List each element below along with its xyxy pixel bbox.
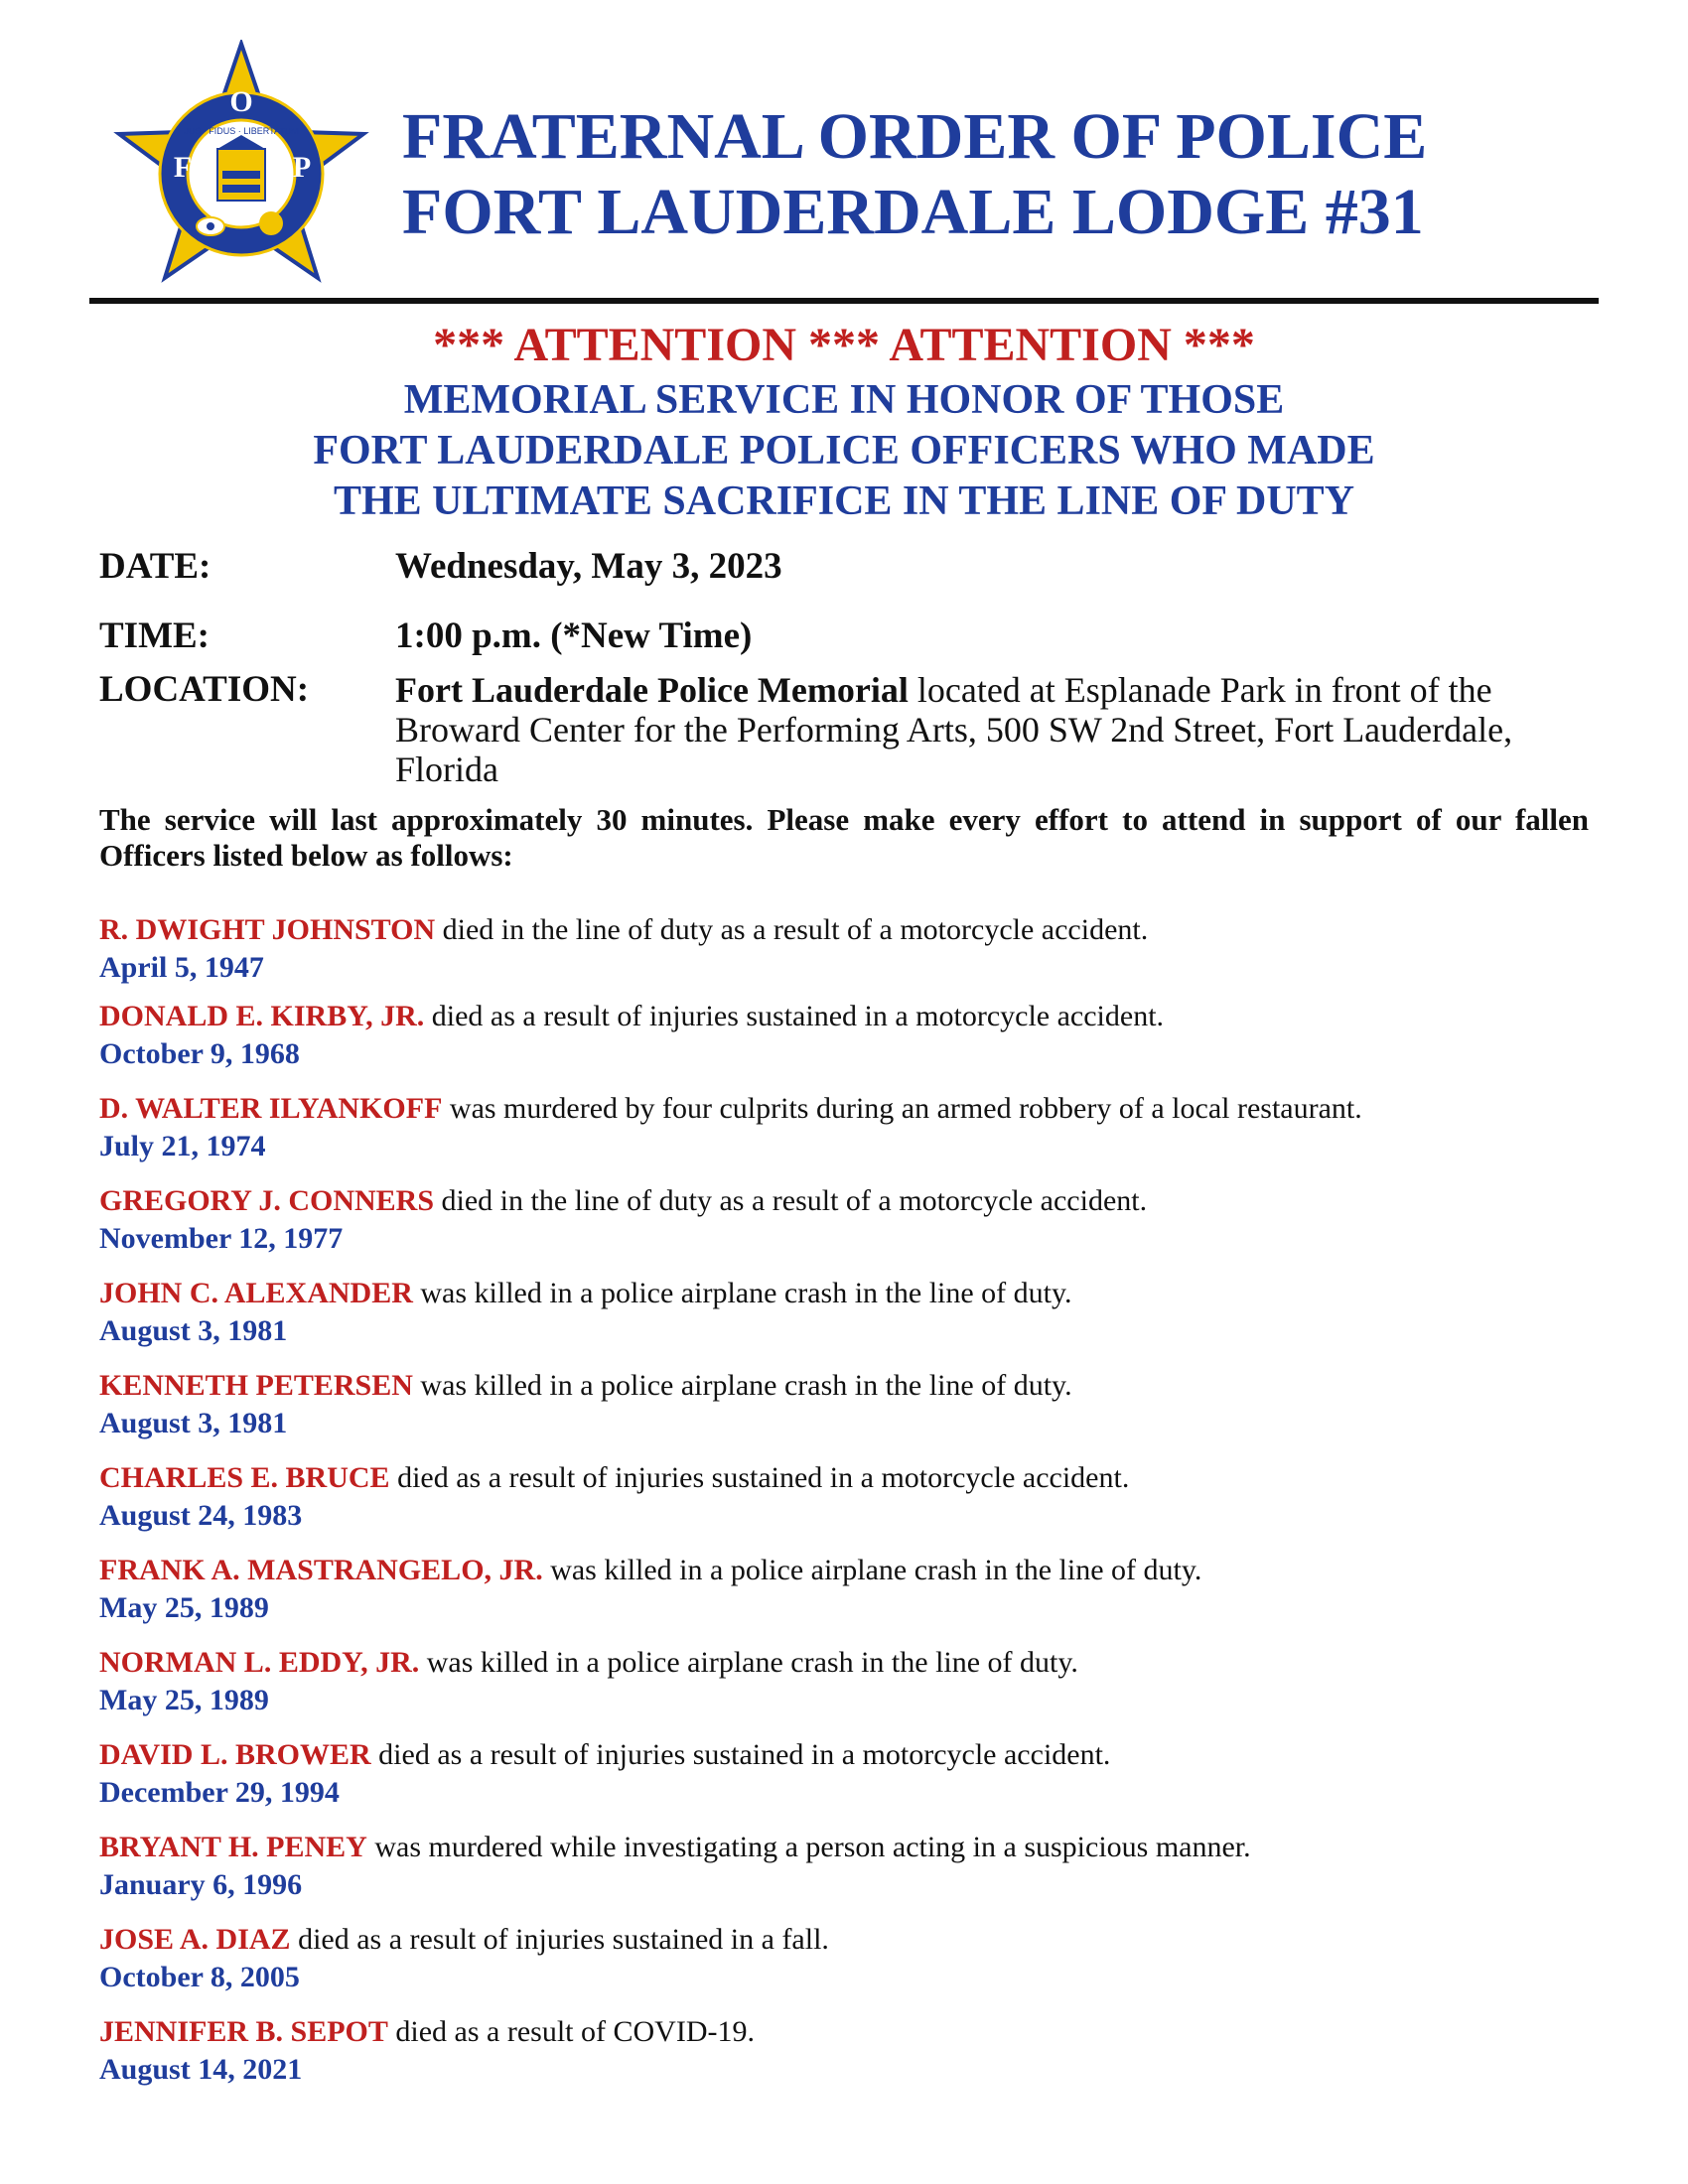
officer-date: January 6, 1996 — [99, 1868, 303, 1901]
officer-name: BRYANT H. PENEY — [99, 1831, 367, 1863]
officer-description: was murdered while investigating a person acting in a suspicious manner. — [366, 1831, 1251, 1863]
officer-description: died as a result of injuries sustained in a motorcycle accident. — [370, 1738, 1111, 1771]
officer-date: October 9, 1968 — [99, 1037, 300, 1070]
officer-date: August 3, 1981 — [99, 1407, 288, 1439]
header-divider — [89, 298, 1599, 304]
location-value — [395, 670, 1599, 789]
officer-description: was killed in a police airplane crash in the line of duty. — [419, 1646, 1078, 1679]
officer-date: July 21, 1974 — [99, 1130, 266, 1162]
officer-name: JOSE A. DIAZ — [99, 1923, 291, 1956]
officer-name: JENNIFER B. SEPOT — [99, 2015, 388, 2048]
time-value: 1:00 p.m. (*New Time) — [395, 615, 753, 656]
officer-entry — [99, 1459, 1599, 1552]
officer-entry — [99, 1921, 1599, 2013]
officer-entry — [99, 1275, 1599, 1367]
event-details — [99, 541, 1599, 789]
org-title-line-1: FRATERNAL ORDER OF POLICE — [402, 100, 1428, 173]
officer-name: R. DWIGHT JOHNSTON — [99, 913, 436, 946]
officer-date: November 12, 1977 — [99, 1222, 344, 1255]
officer-name: FRANK A. MASTRANGELO, JR. — [99, 1554, 543, 1586]
officer-date: August 3, 1981 — [99, 1314, 288, 1347]
date-row — [99, 541, 1599, 611]
officer-entry — [99, 1644, 1599, 1736]
time-row — [99, 611, 1599, 670]
officer-entry — [99, 998, 1599, 1090]
location-row — [99, 670, 1599, 789]
officer-description: died as a result of injuries sustained in a motorcycle accident. — [389, 1461, 1130, 1494]
officer-description: died as a result of COVID-19. — [387, 2015, 755, 2048]
logo-letter-f: F — [173, 151, 193, 184]
date-label: DATE: — [99, 546, 211, 587]
officer-date: August 24, 1983 — [99, 1499, 303, 1532]
officer-date: October 8, 2005 — [99, 1961, 300, 1993]
officer-description: was killed in a police airplane crash in the line of duty. — [412, 1369, 1072, 1402]
officer-name: CHARLES E. BRUCE — [99, 1461, 390, 1494]
officer-entry — [99, 1367, 1599, 1459]
officer-name: DONALD E. KIRBY, JR. — [99, 1000, 425, 1032]
memorial-heading-line-3: THE ULTIMATE SACRIFICE IN THE LINE OF DUTY — [333, 478, 1355, 524]
officer-entry — [99, 1829, 1599, 1921]
officer-name: D. WALTER ILYANKOFF — [99, 1092, 443, 1125]
logo-letter-p: P — [292, 151, 312, 184]
officer-entry — [99, 911, 1599, 998]
officer-name: NORMAN L. EDDY, JR. — [99, 1646, 420, 1679]
officer-entry — [99, 1182, 1599, 1275]
attention-banner: *** ATTENTION *** ATTENTION *** — [433, 319, 1255, 371]
org-title-line-2: FORT LAUDERDALE LODGE #31 — [402, 176, 1424, 248]
location-address: located at Esplanade Park in front of the Broward Center for the Performing Arts, 500 SW 2nd Street, Fort Lauderdale, Florida — [395, 670, 1513, 789]
memorial-heading — [0, 375, 1688, 527]
logo-motto: JUS · FIDUS · LIBERTATUM — [184, 126, 299, 136]
logo-letter-o: O — [229, 85, 253, 118]
fop-star-logo-icon — [107, 40, 375, 303]
officer-name: JOHN C. ALEXANDER — [99, 1277, 413, 1309]
organization-title — [402, 99, 1574, 250]
officer-description: died in the line of duty as a result of a motorcycle accident. — [434, 1184, 1148, 1217]
officer-entry — [99, 2013, 1599, 2106]
officer-description: died as a result of injuries sustained in a motorcycle accident. — [424, 1000, 1165, 1032]
location-label: LOCATION: — [99, 669, 310, 710]
officer-entry — [99, 1090, 1599, 1182]
fallen-officers-list — [99, 911, 1599, 2106]
officer-date: August 14, 2021 — [99, 2053, 303, 2086]
memorial-heading-line-1: MEMORIAL SERVICE IN HONOR OF THOSE — [403, 377, 1285, 423]
officer-name: GREGORY J. CONNERS — [99, 1184, 435, 1217]
officer-date: May 25, 1989 — [99, 1684, 269, 1716]
officer-description: was killed in a police airplane crash in the line of duty. — [412, 1277, 1072, 1309]
officer-description: died in the line of duty as a result of a motorcycle accident. — [435, 913, 1149, 946]
officer-entry — [99, 1552, 1599, 1644]
time-label: TIME: — [99, 615, 210, 656]
officer-description: was murdered by four culprits during an armed robbery of a local restaurant. — [442, 1092, 1362, 1125]
service-note: The service will last approximately 30 minutes. Please make every effort to attend in support of our fallen Officers listed below as follows: — [99, 802, 1589, 873]
date-value: Wednesday, May 3, 2023 — [395, 546, 782, 587]
officer-date: May 25, 1989 — [99, 1591, 269, 1624]
officer-entry — [99, 1736, 1599, 1829]
location-name: Fort Lauderdale Police Memorial — [395, 670, 909, 710]
officer-description: was killed in a police airplane crash in the line of duty. — [542, 1554, 1202, 1586]
memorial-heading-line-2: FORT LAUDERDALE POLICE OFFICERS WHO MADE — [313, 428, 1375, 474]
officer-date: December 29, 1994 — [99, 1776, 340, 1809]
officer-date: April 5, 1947 — [99, 951, 264, 984]
officer-name: KENNETH PETERSEN — [99, 1369, 413, 1402]
officer-description: died as a result of injuries sustained in a fall. — [290, 1923, 829, 1956]
officer-name: DAVID L. BROWER — [99, 1738, 371, 1771]
